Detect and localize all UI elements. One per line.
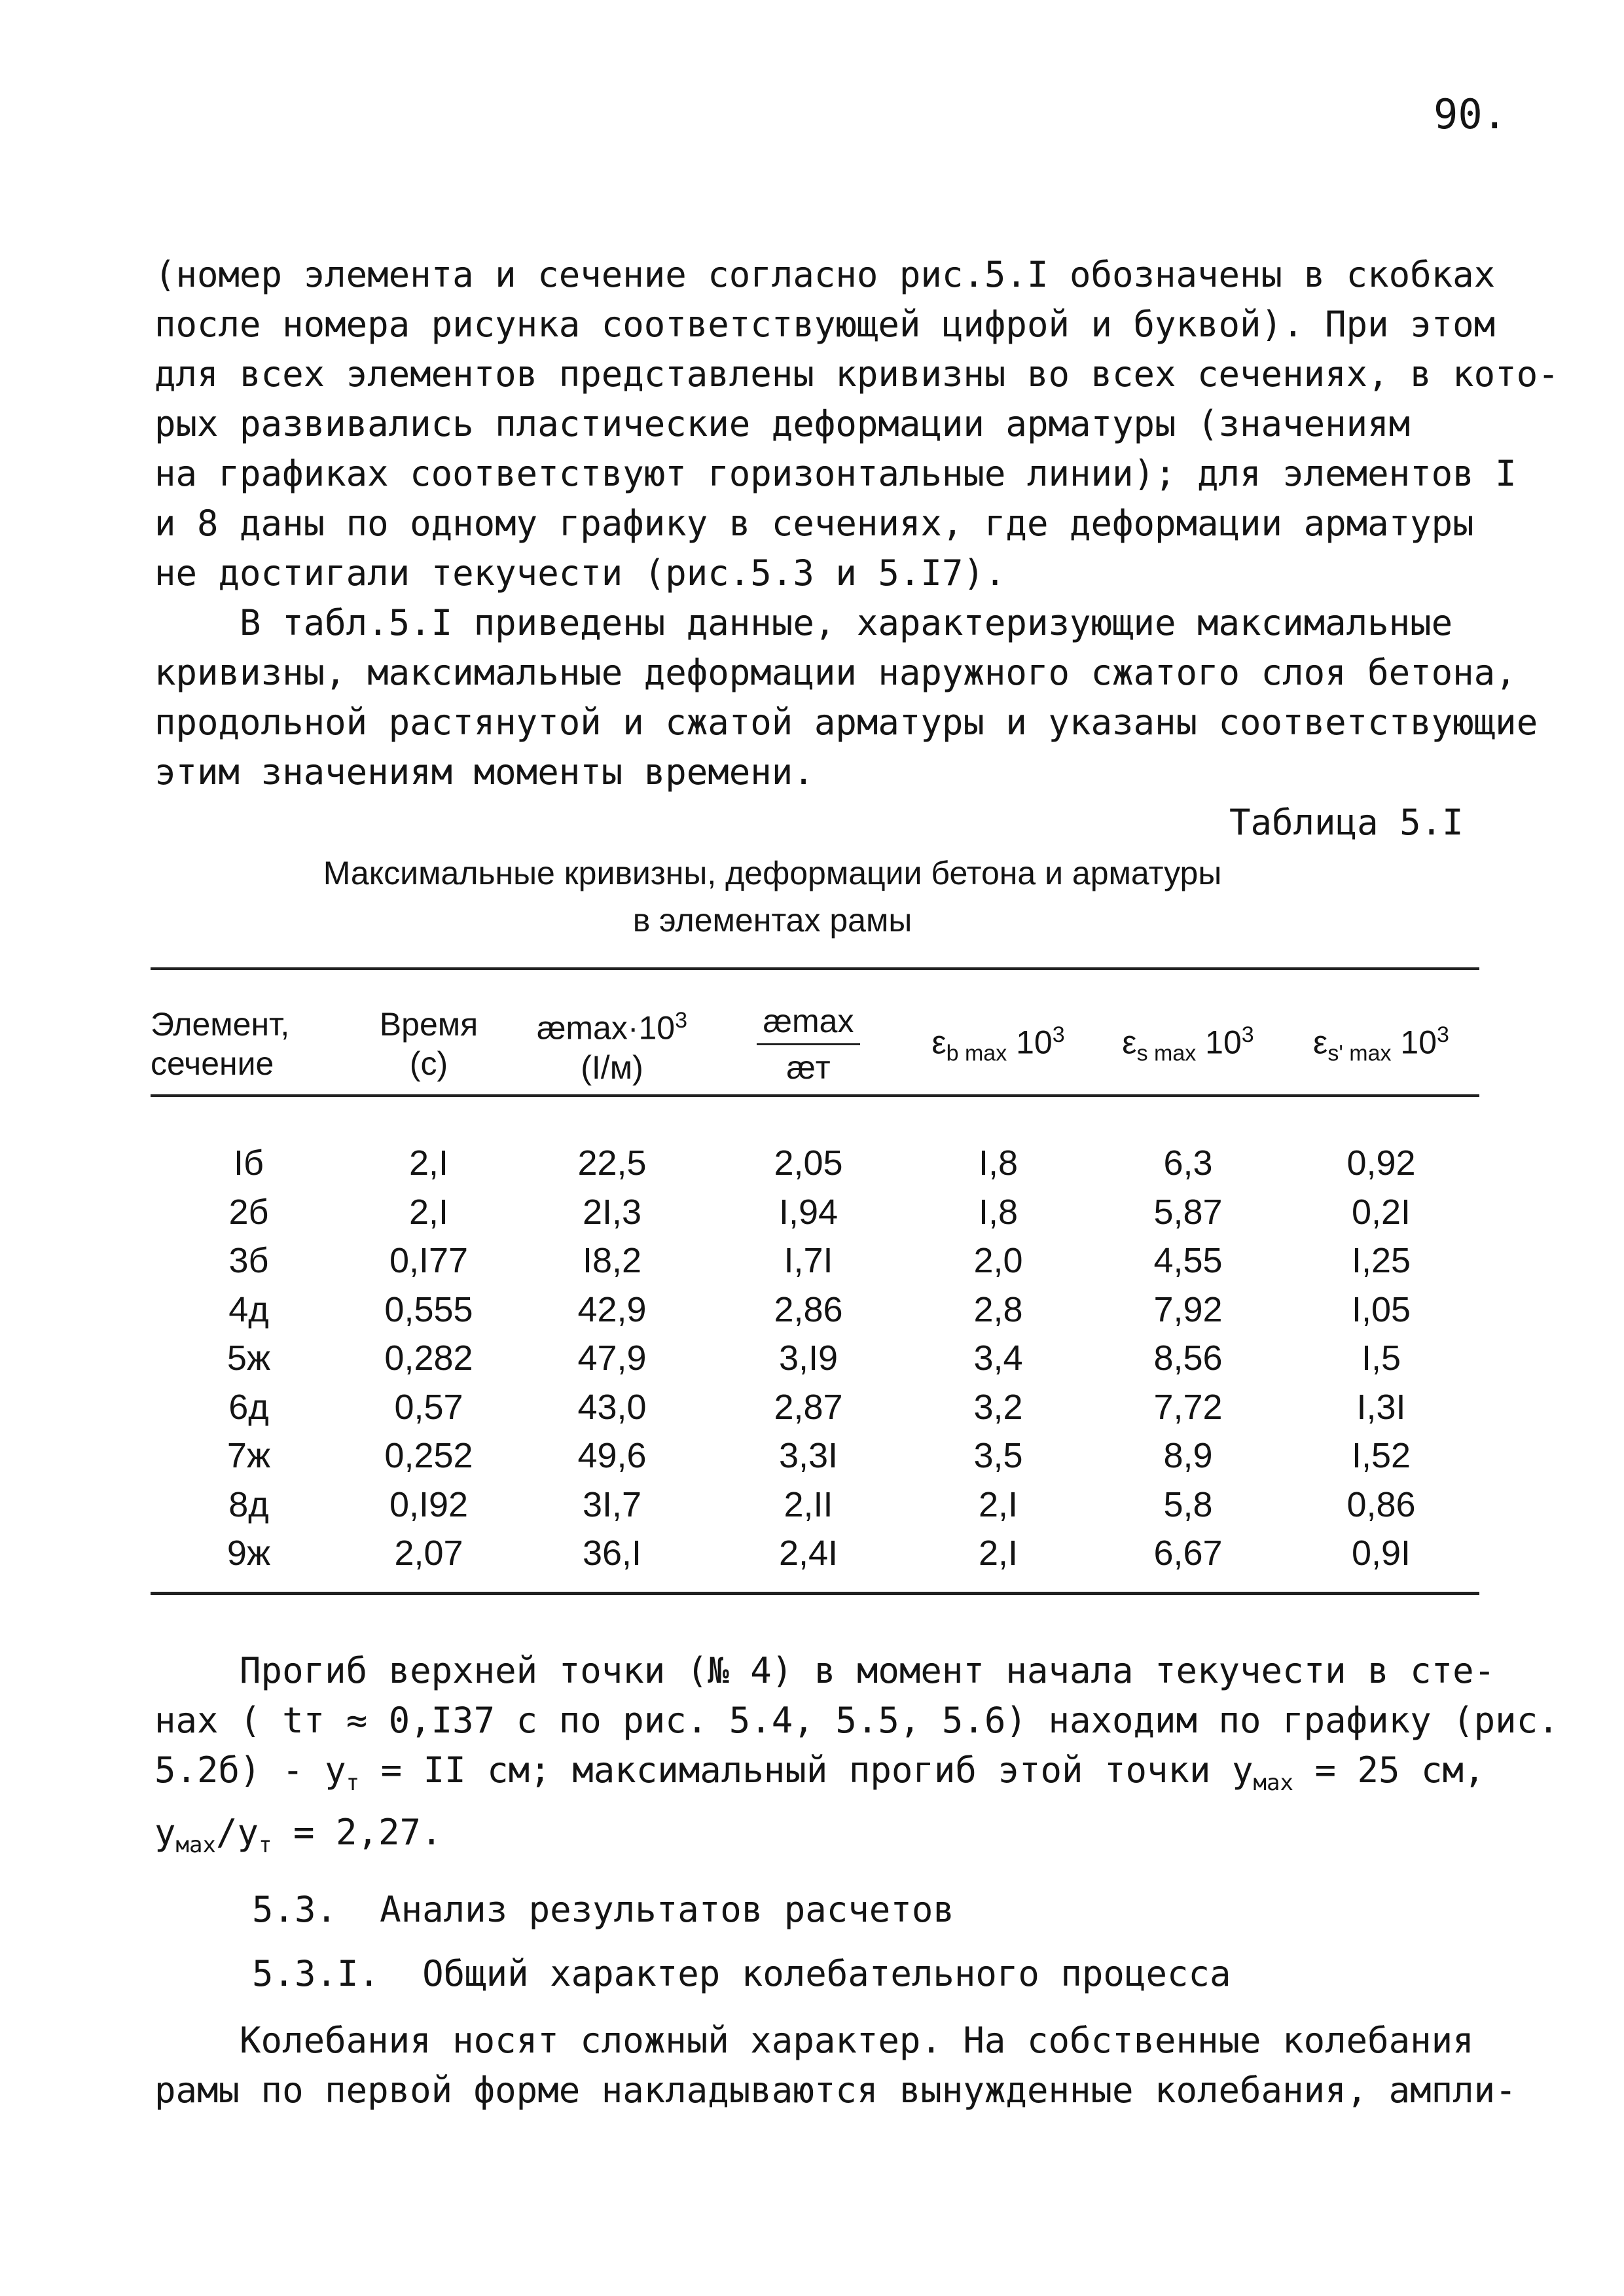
text-line: кривизны, максимальные деформации наружного сжатого слоя бетона, <box>154 652 1517 693</box>
formula-subscript: т <box>346 1769 360 1796</box>
table-cell: 4д <box>228 1289 269 1329</box>
header-tension-steel-strain <box>1093 982 1283 1106</box>
table-cell: 0,86 <box>1346 1484 1416 1524</box>
table-row <box>151 1529 1479 1578</box>
header-eps-s2-power: 3 <box>1437 1022 1449 1047</box>
formula-part: = II см; максимальный прогиб этой точки у <box>359 1749 1254 1791</box>
header-curvature-ratio <box>713 982 903 1106</box>
table-cell: 2,I <box>408 1192 449 1232</box>
text-line: рамы по первой форме накладываются вынужденные колебания, ампли- <box>154 2070 1517 2111</box>
header-element-line1: Элемент, <box>151 1006 290 1043</box>
text-line: этим значениям моменты времени. <box>154 751 814 793</box>
ratio-numerator: æmax <box>757 1001 861 1045</box>
formula-part: = 25 см, <box>1293 1749 1485 1791</box>
table-cell: 3,5 <box>973 1436 1023 1476</box>
header-eps-s-multiplier: 10 <box>1205 1024 1242 1061</box>
ratio-denominator: æт <box>786 1049 831 1086</box>
table-cell: I,25 <box>1351 1241 1411 1281</box>
table-cell: 2,0 <box>973 1241 1023 1281</box>
header-eps-s-subscript: s max <box>1136 1041 1197 1066</box>
table-cell: 0,2I <box>1351 1192 1411 1232</box>
table-cell: 0,I92 <box>389 1484 469 1524</box>
formula-part: = 2,27. <box>272 1811 442 1853</box>
table-cell: 6,67 <box>1153 1534 1223 1573</box>
table-cell: 5ж <box>226 1338 271 1378</box>
table-cell: 3б <box>228 1241 269 1281</box>
table-cell: 3,2 <box>973 1387 1023 1427</box>
header-eps-s2-symbol: ε <box>1313 1024 1328 1061</box>
table-cell: 0,92 <box>1346 1143 1416 1183</box>
table-cell: 7ж <box>226 1436 271 1476</box>
header-curvature-line1: æmax·10 <box>536 1009 676 1047</box>
text-line: не достигали текучести (рис.5.3 и 5.I7). <box>154 552 1006 594</box>
text-line: Колебания носят сложный характер. На собственные колебания <box>154 2020 1474 2061</box>
table-cell: 9ж <box>226 1534 271 1573</box>
text-line: после номера рисунка соответствующей цифрой и буквой). При этом <box>154 304 1496 345</box>
table-cell: 47,9 <box>577 1338 647 1378</box>
table-cell: 0,252 <box>384 1436 473 1476</box>
header-eps-b-multiplier: 10 <box>1016 1024 1053 1061</box>
table-body <box>151 1106 1479 1578</box>
table-cell: 5,87 <box>1153 1192 1223 1232</box>
paragraph-1 <box>154 250 1559 598</box>
table-cell: 2б <box>228 1192 269 1232</box>
text-line: В табл.5.I приведены данные, характеризующие максимальные <box>154 602 1453 643</box>
header-time-line2: (с) <box>409 1045 448 1082</box>
page-number: 90. <box>1434 90 1507 138</box>
table-row <box>151 1383 1479 1432</box>
table-row <box>151 1334 1479 1383</box>
subsection-heading: 5.3.I. Общий характер колебательного процесса <box>252 1953 1231 1994</box>
paragraph-2 <box>154 598 1538 797</box>
table-title-line-1: Максимальные кривизны, деформации бетона и арматуры <box>323 855 1222 891</box>
table-cell: 2,8 <box>973 1289 1023 1329</box>
table-cell: I,52 <box>1351 1436 1411 1476</box>
table-cell: 0,57 <box>394 1387 463 1427</box>
table-header-row <box>151 982 1479 1106</box>
table-cell: 7,92 <box>1153 1289 1223 1329</box>
text-line: продольной растянутой и сжатой арматуры и указаны соответствующие <box>154 702 1538 743</box>
header-eps-s2-multiplier: 10 <box>1400 1024 1437 1061</box>
formula-subscript: мах <box>175 1831 216 1858</box>
table-row <box>151 1480 1479 1530</box>
header-curvature-units: (I/м) <box>581 1049 643 1086</box>
table-cell: 0,9I <box>1351 1534 1411 1573</box>
header-time <box>347 982 511 1106</box>
text-line: рых развивались пластические деформации арматуры (значениям <box>154 403 1411 444</box>
header-eps-b-subscript: b max <box>946 1041 1007 1066</box>
table-bottom-rule <box>151 1592 1479 1595</box>
paragraph-3 <box>154 1646 1559 1870</box>
text-line: и 8 даны по одному графику в сечениях, где деформации арматуры <box>154 503 1474 544</box>
header-eps-s2-subscript: s' max <box>1327 1041 1392 1066</box>
table-cell: 5,8 <box>1163 1484 1213 1524</box>
table-cell: I,94 <box>778 1192 839 1232</box>
section-heading: 5.3. Анализ результатов расчетов <box>252 1889 954 1930</box>
table-cell: I,05 <box>1351 1289 1411 1329</box>
table-row <box>151 1285 1479 1335</box>
table-cell: 36,I <box>582 1534 642 1573</box>
table-cell: 0,I77 <box>389 1241 469 1281</box>
table-cell: 2,I <box>978 1534 1019 1573</box>
table-cell: I,8 <box>978 1192 1019 1232</box>
table-cell: I8,2 <box>582 1241 642 1281</box>
table-row <box>151 1236 1479 1285</box>
table-cell: I,5 <box>1361 1338 1401 1378</box>
table-cell: 2,4I <box>778 1534 839 1573</box>
header-compression-steel-strain <box>1283 982 1479 1106</box>
header-eps-s-symbol: ε <box>1122 1024 1137 1061</box>
text-line: на графиках соответствуют горизонтальные линии); для элементов I <box>154 453 1517 494</box>
table-row <box>151 1431 1479 1480</box>
table-cell: 2,I <box>408 1143 449 1183</box>
table-row <box>151 1106 1479 1188</box>
header-curvature <box>511 982 713 1106</box>
text-line: нах ( tт ≈ 0,I37 с по рис. 5.4, 5.5, 5.6) находим по графику (рис. <box>154 1700 1559 1741</box>
table-cell: 3,3I <box>778 1436 839 1476</box>
table-cell: 4,55 <box>1153 1241 1223 1281</box>
header-element <box>151 982 347 1106</box>
data-table <box>151 982 1479 1578</box>
table-cell: 8,9 <box>1163 1436 1213 1476</box>
table-cell: 2,05 <box>774 1143 843 1183</box>
header-eps-b-power: 3 <box>1052 1022 1065 1047</box>
table-cell: 0,555 <box>384 1289 473 1329</box>
formula-part: /у <box>215 1811 259 1853</box>
table-cell: 2,I <box>978 1484 1019 1524</box>
text-line: для всех элементов представлены кривизны во всех сечениях, в кото- <box>154 353 1559 395</box>
table-cell: 49,6 <box>577 1436 647 1476</box>
table-cell: 0,282 <box>384 1338 473 1378</box>
table-cell: 42,9 <box>577 1289 647 1329</box>
paragraph-4 <box>154 2016 1516 2115</box>
formula-subscript: мах <box>1253 1769 1293 1796</box>
header-eps-s-power: 3 <box>1241 1022 1254 1047</box>
table-row <box>151 1188 1479 1237</box>
table-cell: 22,5 <box>577 1143 647 1183</box>
text-line: (номер элемента и сечение согласно рис.5.I обозначены в скобках <box>154 254 1496 295</box>
curvature-ratio-fraction <box>757 1001 861 1087</box>
table-cell: 43,0 <box>577 1387 647 1427</box>
table-cell: 8,56 <box>1153 1338 1223 1378</box>
table-top-rule <box>151 967 1479 970</box>
table-caption: Таблица 5.I <box>1229 802 1464 843</box>
table-cell: 8д <box>228 1484 269 1524</box>
table-cell: 2,07 <box>394 1534 463 1573</box>
header-curvature-power: 3 <box>675 1008 688 1033</box>
table-cell: 3I,7 <box>582 1484 642 1524</box>
table-cell: 6д <box>228 1387 269 1427</box>
table-cell: 3,4 <box>973 1338 1023 1378</box>
table-cell: I,7I <box>784 1241 833 1281</box>
text-line: Прогиб верхней точки (№ 4) в момент начала текучести в сте- <box>154 1650 1496 1691</box>
table-cell: 6,3 <box>1163 1143 1213 1183</box>
formula-part: у <box>154 1811 176 1853</box>
table-cell: Iб <box>234 1143 264 1183</box>
table-cell: I,8 <box>978 1143 1019 1183</box>
table-cell: 7,72 <box>1153 1387 1223 1427</box>
header-element-line2: сечение <box>151 1045 274 1082</box>
table-title-line-2: в элементах рамы <box>632 902 912 939</box>
header-time-line1: Время <box>379 1006 478 1043</box>
table-cell: 3,I9 <box>778 1338 839 1378</box>
text-line-formula-1 <box>154 1746 1516 1808</box>
text-line-formula-2 <box>154 1808 1516 1870</box>
table-cell: 2,86 <box>774 1289 843 1329</box>
header-eps-b-symbol: ε <box>931 1024 947 1061</box>
formula-subscript: т <box>258 1831 272 1858</box>
table-cell: 2,87 <box>774 1387 843 1427</box>
table-cell: 2I,3 <box>582 1192 642 1232</box>
formula-part: 5.2б) - у <box>154 1749 346 1791</box>
table-cell: I,3I <box>1356 1387 1406 1427</box>
table-cell: 2,II <box>784 1484 833 1524</box>
header-concrete-strain <box>903 982 1093 1106</box>
